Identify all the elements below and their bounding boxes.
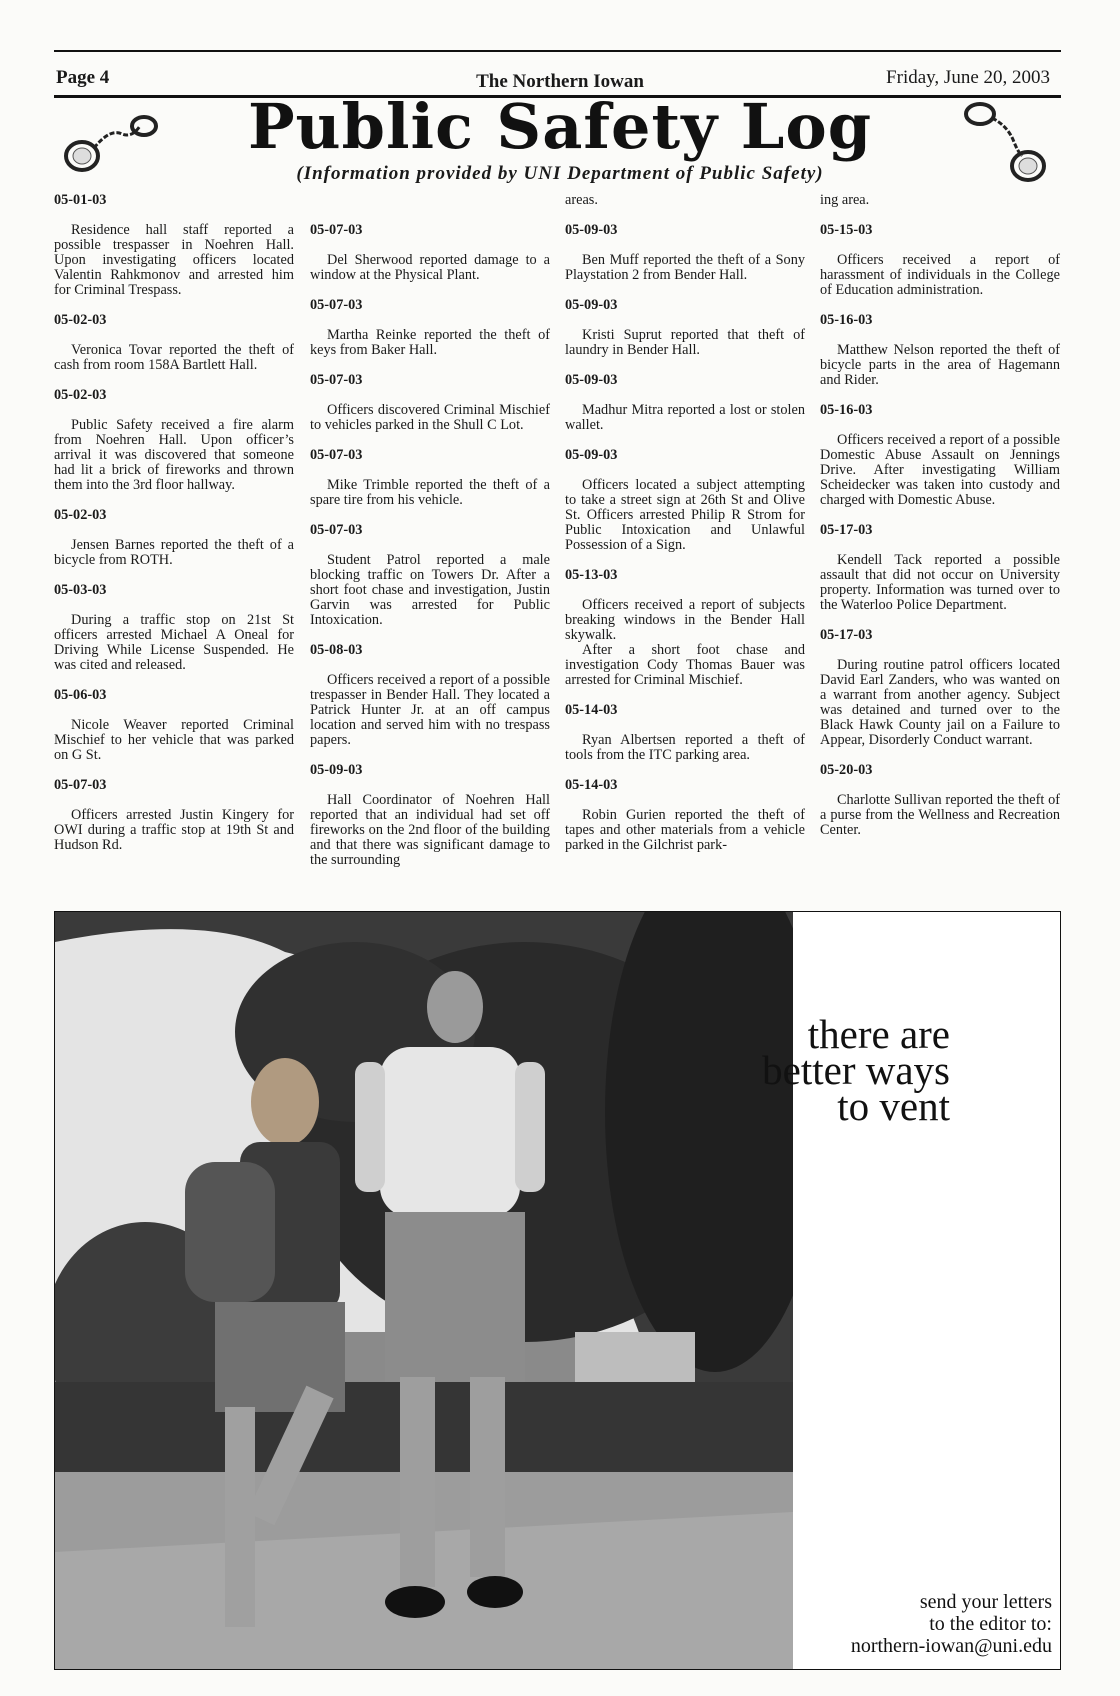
entry-text: Residence hall staff reported a possible trespasser in Noehren Hall. Upon investigating officers located Valentin Rahkmonov and arrested him for Criminal Trespass. [54,222,294,298]
log-entry [565,298,805,358]
log-entry [310,298,550,358]
entry-date: 05-03-03 [54,582,107,598]
ad-headline [762,1011,950,1129]
entry-date: 05-09-03 [565,297,618,313]
log-column-1 [54,193,294,868]
log-entry [565,568,805,688]
log-entry [310,763,550,868]
entry-date: 05-17-03 [820,522,873,538]
entry-text: During routine patrol officers located David Earl Zanders, who was wanted on a warrant from another agency. Subject was detained and turned over to the Black Hawk County jail on a Failure to Appear, Disorderly Conduct warrant. [820,657,1060,748]
entry-text: Officers received a report of harassment of individuals in the College of Education administration. [820,252,1060,298]
log-entry [310,448,550,508]
entry-date: 05-15-03 [820,222,873,238]
ad-footer [851,1591,1052,1657]
entry-date: 05-07-03 [310,222,363,238]
log-entry [820,628,1060,748]
entry-date: 05-02-03 [54,507,107,523]
entry-text: Jensen Barnes reported the theft of a bicycle from ROTH. [54,537,294,568]
log-column-4 [820,193,1060,853]
log-entry [310,643,550,748]
newspaper-name: The Northern Iowan [476,71,644,92]
entry-text: Robin Gurien reported the theft of tapes and other materials from a vehicle parked in the Gilchrist park- [565,807,805,853]
log-entry [565,778,805,853]
entry-date: 05-01-03 [54,192,107,208]
entry-date: 05-07-03 [310,372,363,388]
entry-date: 05-14-03 [565,777,618,793]
log-entry [54,688,294,763]
entry-text: Madhur Mitra reported a lost or stolen wallet. [565,402,805,433]
entry-date: 05-20-03 [820,762,873,778]
entry-text: Officers arrested Justin Kingery for OWI during a traffic stop at 19th St and Hudson Rd. [54,807,294,853]
log-entry [820,313,1060,388]
continued-text: areas. [565,192,598,208]
entry-date: 05-02-03 [54,387,107,403]
log-entry [310,223,550,283]
advertisement [54,911,1061,1670]
entry-date: 05-17-03 [820,627,873,643]
entry-text: Hall Coordinator of Noehren Hall reported that an individual had set off fireworks on the 2nd floor of the building and that there was significant damage to the surrounding [310,792,550,868]
log-entry [54,388,294,493]
entry-text: Officers discovered Criminal Mischief to vehicles parked in the Shull C Lot. [310,402,550,433]
entry-text: Kristi Suprut reported that theft of laundry in Bender Hall. [565,327,805,358]
entry-text: Kendell Tack reported a possible assault that did not occur on University property. Information was turned over to the Waterloo Police Department. [820,552,1060,613]
ad-footer-line: to the editor to: [929,1613,1052,1635]
entry-date: 05-09-03 [565,222,618,238]
entry-text: Matthew Nelson reported the theft of bicycle parts in the area of Hagemann and Rider. [820,342,1060,388]
log-entry [54,583,294,673]
entry-text: After a short foot chase and investigation Cody Thomas Bauer was arrested for Criminal Mischief. [565,642,805,688]
entry-text: Martha Reinke reported the theft of keys from Baker Hall. [310,327,550,358]
entry-text: Student Patrol reported a male blocking traffic on Towers Dr. After a short foot chase and investigation, Justin Garvin was arrested for Public Intoxication. [310,552,550,628]
photo-students-walking [55,912,793,1669]
entry-date: 05-16-03 [820,312,873,328]
entry-date: 05-14-03 [565,702,618,718]
ad-headline-line: there are [807,1011,950,1057]
issue-date: Friday, June 20, 2003 [886,67,1050,88]
entry-text: Charlotte Sullivan reported the theft of a purse from the Wellness and Recreation Center. [820,792,1060,838]
log-entry [820,523,1060,613]
page-subtitle: (Information provided by UNI Department of Public Safety) [296,163,824,184]
entry-date: 05-09-03 [310,762,363,778]
entry-date: 05-09-03 [565,372,618,388]
editor-email: northern-iowan@uni.edu [850,1635,1052,1657]
log-entry [820,763,1060,838]
log-entry [54,508,294,568]
entry-text: Del Sherwood reported damage to a window at the Physical Plant. [310,252,550,283]
log-entry [820,403,1060,508]
entry-text: Officers located a subject attempting to take a street sign at 26th St and Olive St. Officers arrested Philip R Strom for Public Intoxication and Unlawful Possession of a Sign. [565,477,805,553]
entry-date: 05-06-03 [54,687,107,703]
entry-text: Veronica Tovar reported the theft of cash from room 158A Bartlett Hall. [54,342,294,373]
log-entry [310,523,550,628]
log-column-2 [310,223,550,883]
entry-date: 05-07-03 [310,297,363,313]
entry-text: Ryan Albertsen reported a theft of tools from the ITC parking area. [565,732,805,763]
entry-text: Officers received a report of a possible Domestic Abuse Assault on Jennings Drive. After investigating William Scheidecker was taken into custody and charged with Domestic Abuse. [820,432,1060,508]
entry-date: 05-07-03 [310,447,363,463]
ad-footer-line: send your letters [919,1591,1052,1613]
entry-date: 05-13-03 [565,567,618,583]
entry-date: 05-02-03 [54,312,107,328]
log-entry [565,223,805,283]
log-column-3 [565,193,805,868]
ad-headline-line: better ways [762,1047,950,1093]
entry-date: 05-07-03 [310,522,363,538]
entry-date: 05-16-03 [820,402,873,418]
page-title: Public Safety Log [247,90,873,163]
entry-text: Public Safety received a fire alarm from Noehren Hall. Upon officer’s arrival it was discovered that someone had lit a brick of fireworks and thrown them into the 3rd floor hallway. [54,417,294,493]
top-rule [54,50,1061,52]
continued-text: ing area. [820,192,870,208]
log-entry [54,313,294,373]
log-entry [54,778,294,853]
entry-date: 05-08-03 [310,642,363,658]
log-entry [565,373,805,433]
ad-headline-line: to vent [837,1083,950,1129]
entry-date: 05-09-03 [565,447,618,463]
log-entry [54,193,294,298]
entry-text: During a traffic stop on 21st St officers arrested Michael A Oneal for Driving While License Suspended. He was cited and released. [54,612,294,673]
log-entry [565,448,805,553]
log-entry [565,703,805,763]
log-entry [310,373,550,433]
entry-text: Officers received a report of subjects breaking windows in the Bender Hall skywalk. [565,597,805,643]
entry-text: Nicole Weaver reported Criminal Mischief to her vehicle that was parked on G St. [54,717,294,763]
entry-date: 05-07-03 [54,777,107,793]
entry-text: Mike Trimble reported the theft of a spare tire from his vehicle. [310,477,550,508]
page-number: Page 4 [56,67,110,88]
entry-text: Officers received a report of a possible trespasser in Bender Hall. They located a Patrick Hunter Jr. at an off campus location and served him with no trespass papers. [310,672,550,748]
entry-text: Ben Muff reported the theft of a Sony Playstation 2 from Bender Hall. [565,252,805,283]
log-entry [820,223,1060,298]
